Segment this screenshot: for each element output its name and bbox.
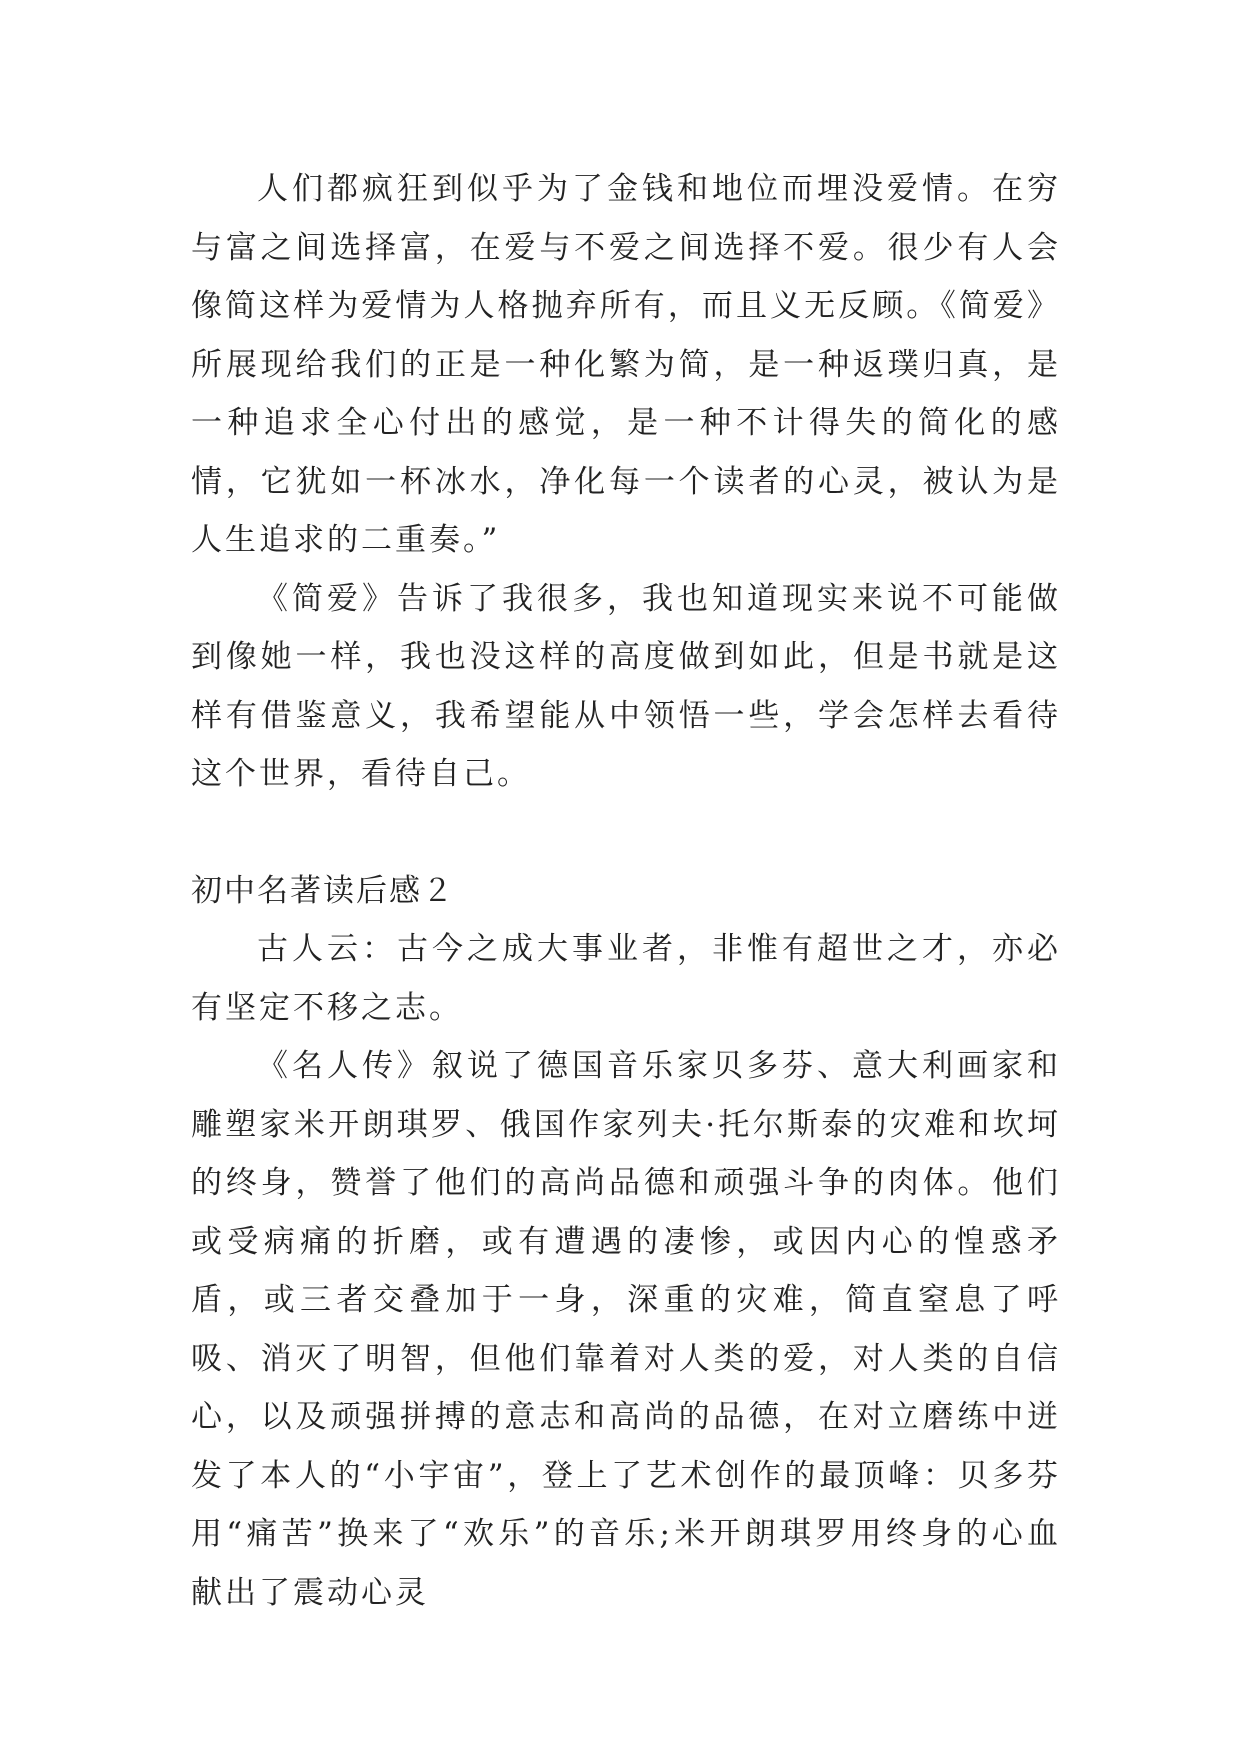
body-paragraph: 古人云：古今之成大事业者，非惟有超世之才，亦必有坚定不移之志。 — [191, 931, 1061, 1026]
body-paragraph: 人们都疯狂到似乎为了金钱和地位而埋没爱情。在穷与富之间选择富，在爱与不爱之间选择不爱。很少有人会像简这样为爱情为人格抛弃所有，而且义无反顾。《简爱》所展现给我们的正是一种化繁为简，是一种返璞归真，是一种追求全心付出的感觉，是一种不计得失的简化的感情，它犹如一杯冰水，净化每一个读者的心灵，被认为是人生追求的二重奏。” — [191, 171, 1061, 558]
document-body — [191, 160, 1061, 1622]
body-paragraph: 《简爱》告诉了我很多，我也知道现实来说不可能做到像她一样，我也没这样的高度做到如此，但是书就是这样有借鉴意义，我希望能从中领悟一些，学会怎样去看待这个世界，看待自己。 — [191, 580, 1061, 792]
section-title: 初中名著读后感２ — [191, 872, 455, 909]
body-paragraph: 《名人传》叙说了德国音乐家贝多芬、意大利画家和雕塑家米开朗琪罗、俄国作家列夫·托尔斯泰的灾难和坎坷的终身，赞誉了他们的高尚品德和顽强斗争的肉体。他们或受病痛的折磨，或有遭遇的凄惨，或因内心的惶惑矛盾，或三者交叠加于一身，深重的灾难，简直窒息了呼吸、消灭了明智，但他们靠着对人类的爱，对人类的自信心，以及顽强拼搏的意志和高尚的品德，在对立磨练中迸发了本人的“小宇宙”，登上了艺术创作的最顶峰：贝多芬用“痛苦”换来了“欢乐”的音乐;米开朗琪罗用终身的心血献出了震动心灵 — [191, 1048, 1061, 1611]
